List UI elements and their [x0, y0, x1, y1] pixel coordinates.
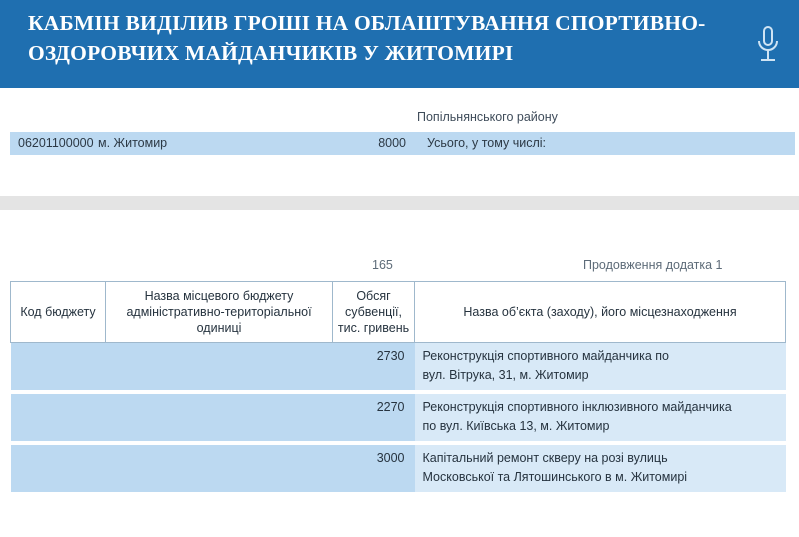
object-line: по вул. Київська 13, м. Житомир: [422, 419, 610, 433]
object-line: Капітальний ремонт скверу на розі вулиць: [422, 451, 668, 465]
header-banner: [0, 0, 799, 88]
upper-table-fragment: [0, 105, 799, 155]
budget-code: [11, 445, 106, 492]
object-description: [415, 394, 786, 441]
divider: [0, 196, 799, 210]
table-header-row: [11, 282, 786, 343]
budget-code: 06201100000: [18, 136, 94, 150]
budget-code: [11, 343, 106, 391]
budget-name: [106, 343, 333, 391]
table-row: [10, 132, 795, 155]
page-title: КАБМІН ВИДІЛИВ ГРОШІ НА ОБЛАШТУВАННЯ СПОРТИВНО-ОЗДОРОВЧИХ МАЙДАНЧИКІВ У ЖИТОМИРІ: [28, 11, 706, 65]
budget-code: [11, 394, 106, 441]
column-header-amount: Обсяг субвенції, тис. гривень: [333, 282, 415, 343]
region-label-row: [0, 105, 799, 132]
column-header-object: Назва об’єкта (заходу), його місцезнаходження: [415, 282, 786, 343]
subvention-amount: 8000: [378, 136, 406, 150]
budget-name: [106, 445, 333, 492]
object-line: вул. Вітрука, 31, м. Житомир: [422, 368, 589, 382]
column-header-code: Код бюджету: [11, 282, 106, 343]
lower-table-block: [0, 255, 799, 492]
budget-name: [106, 394, 333, 441]
budget-table: [10, 281, 786, 492]
page-number: 165: [372, 258, 393, 272]
region-label: Попільнянського району: [417, 110, 558, 124]
row-description: Усього, у тому числі:: [427, 136, 547, 150]
object-line: Реконструкція спортивного інклюзивного майданчика: [422, 400, 732, 414]
object-description: [415, 445, 786, 492]
microphone-icon[interactable]: [755, 26, 781, 66]
table-row: [11, 343, 786, 391]
table-meta-row: [0, 255, 799, 281]
object-description: [415, 343, 786, 391]
subvention-amount: 3000: [333, 445, 415, 492]
subvention-amount: 2270: [333, 394, 415, 441]
column-header-name: Назва місцевого бюджету адміністративно-територіальної одиниці: [106, 282, 333, 343]
budget-name: м. Житомир: [98, 136, 168, 150]
table-row: [11, 445, 786, 492]
continuation-label: Продовження додатка 1: [583, 258, 723, 272]
subvention-amount: 2730: [333, 343, 415, 391]
table-row: [11, 394, 786, 441]
object-line: Московської та Лятошинського в м. Житомирі: [422, 470, 688, 484]
object-line: Реконструкція спортивного майданчика по: [422, 349, 670, 363]
